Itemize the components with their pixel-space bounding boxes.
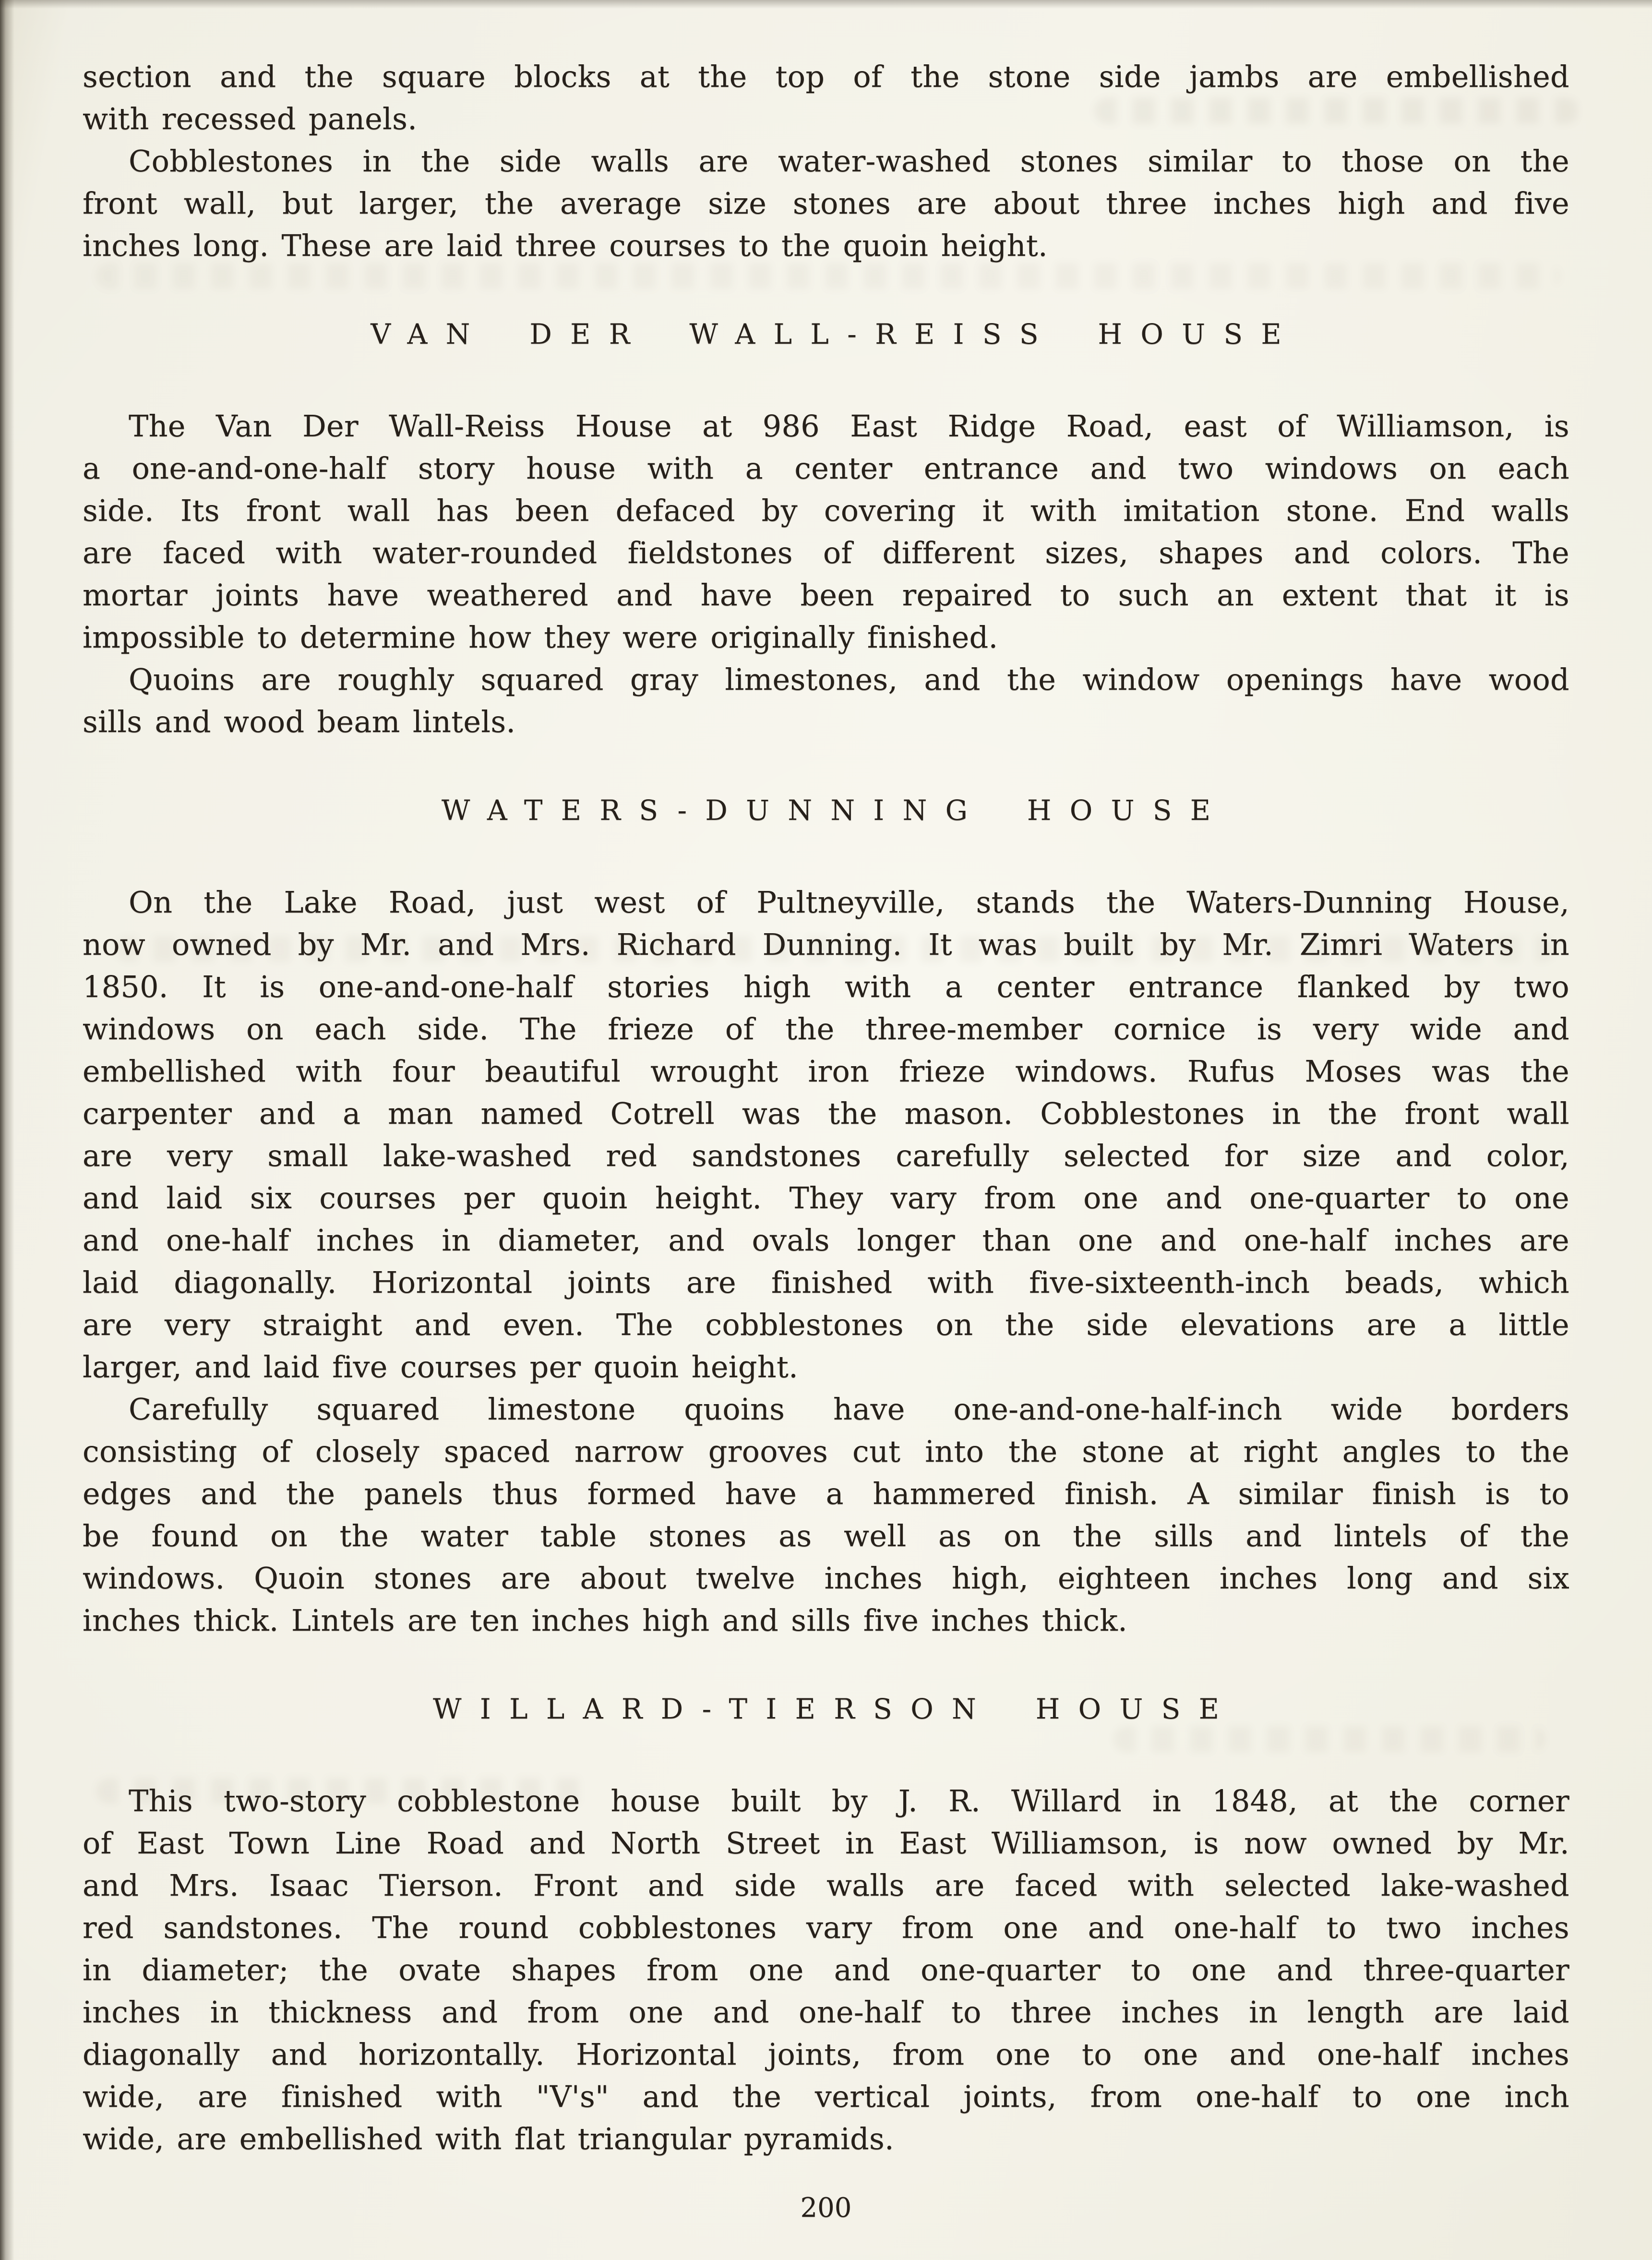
- text-line: inches long. These are laid three courses to the quoin height.: [83, 228, 1048, 263]
- text-line: laid diagonally. Horizontal joints are finished with five-sixteenth-inch beads, which: [83, 1265, 1569, 1300]
- section-heading-willard-tierson-house: WILLARD-TIERSON HOUSE: [433, 1693, 1238, 1725]
- section-heading-van-der-wall-reiss-house: VAN DER WALL-REISS HOUSE: [371, 318, 1300, 350]
- text-line: front wall, but larger, the average size stones are about three inches high and five: [83, 186, 1569, 221]
- text-line: and one-half inches in diameter, and ovals longer than one and one-half inches are: [83, 1223, 1569, 1258]
- section-heading-waters-dunning-house: WATERS-DUNNING HOUSE: [441, 794, 1229, 827]
- paragraph-waters-dunning-quoins: [83, 1388, 1569, 1642]
- text-line: now owned by Mr. and Mrs. Richard Dunning. It was built by Mr. Zimri Waters in: [83, 927, 1569, 962]
- text-line: are very straight and even. The cobblestones on the side elevations are a little: [83, 1307, 1569, 1342]
- text-line: mortar joints have weathered and have been repaired to such an extent that it is: [83, 577, 1569, 613]
- paragraph-willard-tierson-description: [83, 1780, 1569, 2160]
- paragraph-side-wall-cobblestones: [83, 140, 1569, 267]
- scan-left-edge-shadow: [0, 0, 14, 2260]
- text-line: and laid six courses per quoin height. They vary from one and one-quarter to one: [83, 1180, 1569, 1215]
- text-line: Carefully squared limestone quoins have one-and-one-half-inch wide borders: [129, 1392, 1569, 1427]
- text-line: The Van Der Wall-Reiss House at 986 East Ridge Road, east of Williamson, is: [129, 409, 1569, 444]
- text-line: On the Lake Road, just west of Pultneyville, stands the Waters-Dunning House,: [129, 885, 1569, 920]
- text-line: Quoins are roughly squared gray limestones, and the window openings have wood: [129, 662, 1569, 697]
- scan-top-edge-shadow: [0, 0, 1652, 9]
- text-line: 1850. It is one-and-one-half stories high with a center entrance flanked by two: [83, 969, 1569, 1004]
- text-line: of East Town Line Road and North Street in East Williamson, is now owned by Mr.: [83, 1826, 1569, 1861]
- text-line: windows. Quoin stones are about twelve inches high, eighteen inches long and six: [83, 1561, 1569, 1596]
- text-line: embellished with four beautiful wrought iron frieze windows. Rufus Moses was the: [83, 1054, 1569, 1089]
- text-line: and Mrs. Isaac Tierson. Front and side walls are faced with selected lake-washed: [83, 1868, 1569, 1903]
- paragraph-waters-dunning-description: [83, 881, 1569, 1388]
- text-line: edges and the panels thus formed have a hammered finish. A similar finish is to: [83, 1476, 1569, 1511]
- text-line: inches in thickness and from one and one-half to three inches in length are laid: [83, 1995, 1569, 2030]
- text-line: inches thick. Lintels are ten inches high and sills five inches thick.: [83, 1603, 1128, 1638]
- text-line: a one-and-one-half story house with a center entrance and two windows on each: [83, 451, 1569, 486]
- text-line: diagonally and horizontally. Horizontal joints, from one to one and one-half inches: [83, 2037, 1569, 2072]
- text-line: This two-story cobblestone house built by J. R. Willard in 1848, at the corner: [129, 1783, 1569, 1818]
- paragraph-van-der-wall-reiss-description: [83, 405, 1569, 659]
- text-line: be found on the water table stones as well as on the sills and lintels of the: [83, 1518, 1569, 1553]
- text-line: red sandstones. The round cobblestones vary from one and one-half to two inches: [83, 1910, 1569, 1945]
- page-text: [83, 56, 1569, 2160]
- text-line: in diameter; the ovate shapes from one and one-quarter to one and three-quarter: [83, 1952, 1569, 1987]
- text-line: Cobblestones in the side walls are water-washed stones similar to those on the: [129, 144, 1569, 179]
- text-line: are very small lake-washed red sandstones carefully selected for size and color,: [83, 1138, 1569, 1173]
- paragraph-stone-jambs: [83, 56, 1569, 140]
- page-number: 200: [800, 2192, 852, 2224]
- paragraph-van-der-wall-reiss-quoins: [83, 659, 1569, 743]
- text-line: impossible to determine how they were originally finished.: [83, 620, 998, 655]
- text-line: consisting of closely spaced narrow grooves cut into the stone at right angles to the: [83, 1434, 1569, 1469]
- text-line: windows on each side. The frieze of the three-member cornice is very wide and: [83, 1011, 1569, 1046]
- text-line: larger, and laid five courses per quoin height.: [83, 1349, 799, 1384]
- text-line: side. Its front wall has been defaced by covering it with imitation stone. End walls: [83, 493, 1569, 528]
- text-line: section and the square blocks at the top of the stone side jambs are embellished: [83, 59, 1569, 94]
- text-line: are faced with water-rounded fieldstones of different sizes, shapes and colors. The: [83, 535, 1569, 570]
- text-line: with recessed panels.: [83, 101, 418, 136]
- text-line: wide, are embellished with flat triangular pyramids.: [83, 2121, 894, 2156]
- text-line: sills and wood beam lintels.: [83, 704, 516, 739]
- text-line: carpenter and a man named Cotrell was the mason. Cobblestones in the front wall: [83, 1096, 1569, 1131]
- text-line: wide, are finished with "V's" and the vertical joints, from one-half to one inch: [83, 2079, 1569, 2114]
